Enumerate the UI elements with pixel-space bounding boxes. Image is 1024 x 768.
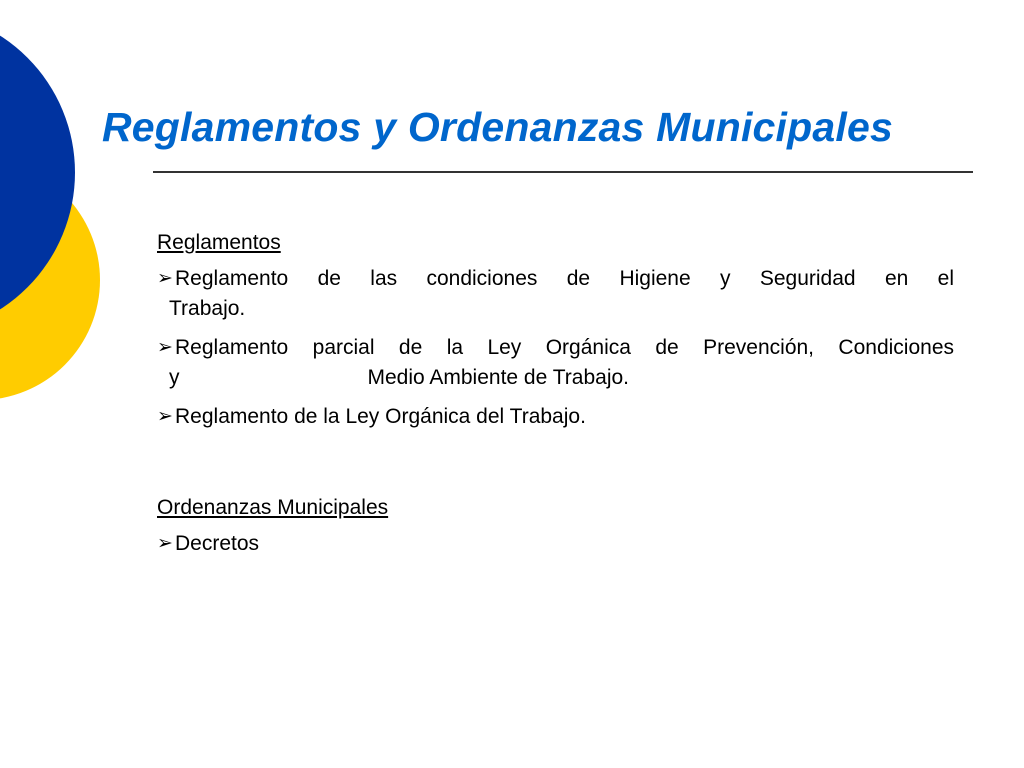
list-item: [157, 529, 954, 559]
arrowhead-bullet-icon: ➢: [157, 337, 173, 358]
list-item-text-fragment: Medio Ambiente de Trabajo.: [367, 366, 629, 389]
list-item-text: Reglamento parcial de la Ley Orgánica de Prevención, Condiciones: [175, 336, 954, 359]
list-item-text: Reglamento de la Ley Orgánica del Trabajo.: [175, 405, 586, 428]
arrowhead-bullet-icon: ➢: [157, 268, 173, 289]
section-heading-reglamentos: Reglamentos: [157, 231, 281, 254]
list-item-text-fragment: y: [169, 366, 180, 389]
list-item-text: Decretos: [175, 532, 260, 555]
arrowhead-bullet-icon: ➢: [157, 406, 173, 427]
section-heading-ordenanzas: Ordenanzas Municipales: [157, 496, 389, 519]
list-item-text-continuation: [157, 363, 954, 393]
list-item: [157, 402, 954, 432]
list-item: [157, 333, 954, 393]
list-item-text-continuation: Trabajo.: [169, 297, 246, 320]
arrowhead-bullet-icon: ➢: [157, 533, 173, 554]
list-item: [157, 264, 954, 324]
slide-content: [157, 228, 954, 568]
list-item-text: Reglamento de las condiciones de Higiene y Seguridad en el: [175, 267, 954, 290]
slide-title: Reglamentos y Ordenanzas Municipales: [102, 104, 893, 150]
title-underline-rule: [153, 171, 973, 173]
